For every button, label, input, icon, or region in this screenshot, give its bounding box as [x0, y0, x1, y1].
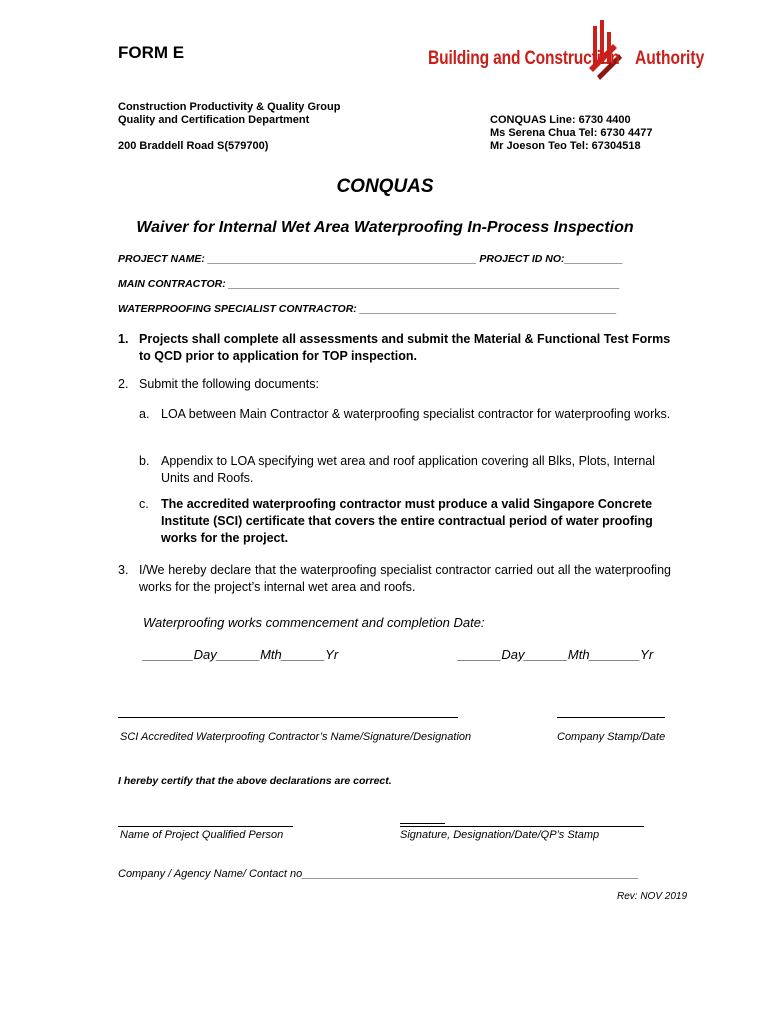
- bca-logo: [428, 18, 705, 84]
- company-stamp-label: Company Stamp/Date: [557, 731, 666, 743]
- item-2-text: Submit the following documents:: [139, 377, 319, 391]
- sci-signature-line[interactable]: [118, 717, 458, 718]
- org-line-2: Quality and Certification Department: [118, 114, 310, 126]
- contact-line-1: CONQUAS Line: 6730 4400: [490, 114, 631, 126]
- qp-name-line[interactable]: [118, 826, 293, 827]
- commencement-date-field[interactable]: _______Day______Mth______Yr: [143, 647, 339, 662]
- item-3-number: 3.: [118, 563, 129, 577]
- item-2c-text: The accredited waterproofing contractor must produce a valid Singapore Concrete Institute (SCI) certificate that covers the entire contractual period of water proofing works for the project.: [161, 497, 653, 545]
- contact-line-3: Mr Joeson Teo Tel: 67304518: [490, 140, 641, 152]
- revision-label: Rev: NOV 2019: [617, 891, 688, 902]
- item-2b-letter: b.: [139, 454, 150, 468]
- qp-signature-label: Signature, Designation/Date/QP’s Stamp: [400, 829, 600, 841]
- item-3-text: I/We hereby declare that the waterproofing specialist contractor carried out all the waterproofing works for the project’s internal wet area and roofs.: [139, 563, 671, 594]
- qp-name-label: Name of Project Qualified Person: [120, 829, 284, 841]
- form-label: FORM E: [118, 43, 185, 62]
- item-2b-text: Appendix to LOA specifying wet area and roof application covering all Blks, Plots, Internal Units and Roofs.: [161, 454, 656, 485]
- main-contractor-field[interactable]: MAIN CONTRACTOR: ___________________________________________________________________: [118, 278, 620, 290]
- item-1-number: 1.: [118, 332, 129, 346]
- qp-signature-line[interactable]: [400, 826, 644, 827]
- logo-text-authority: Authority: [635, 48, 705, 69]
- logo-text-building: Building and Construction: [428, 48, 620, 69]
- item-1-text: Projects shall complete all assessments and submit the Material & Functional Test Forms to QCD prior to application for TOP inspection.: [139, 332, 671, 363]
- qp-signature-line-accent: [400, 823, 445, 824]
- page-subtitle: Waiver for Internal Wet Area Waterproofing In-Process Inspection: [136, 219, 634, 236]
- org-line-1: Construction Productivity & Quality Group: [118, 101, 341, 113]
- dates-heading: Waterproofing works commencement and completion Date:: [143, 615, 485, 630]
- item-2a-text: LOA between Main Contractor & waterproofing specialist contractor for waterproofing works.: [161, 407, 671, 421]
- sci-signature-label: SCI Accredited Waterproofing Contractor’s Name/Signature/Designation: [120, 731, 472, 743]
- item-2a-letter: a.: [139, 407, 150, 421]
- item-2-number: 2.: [118, 377, 129, 391]
- completion-date-field[interactable]: ______Day______Mth_______Yr: [458, 647, 654, 662]
- org-address: 200 Braddell Road S(579700): [118, 140, 269, 152]
- page-title: CONQUAS: [336, 176, 434, 197]
- item-2c-letter: c.: [139, 497, 149, 511]
- certify-statement: I hereby certify that the above declarations are correct.: [118, 775, 392, 787]
- company-contact-field[interactable]: Company / Agency Name/ Contact no_______________________________________________________: [118, 868, 639, 880]
- project-name-field[interactable]: PROJECT NAME: ______________________________________________ PROJECT ID NO:__________: [118, 253, 623, 265]
- org-block: [118, 101, 340, 153]
- contact-block: [490, 114, 652, 153]
- wp-contractor-field[interactable]: WATERPROOFING SPECIALIST CONTRACTOR: ____________________________________________: [118, 303, 617, 315]
- contact-line-2: Ms Serena Chua Tel: 6730 4477: [490, 127, 653, 139]
- company-stamp-line[interactable]: [557, 717, 665, 718]
